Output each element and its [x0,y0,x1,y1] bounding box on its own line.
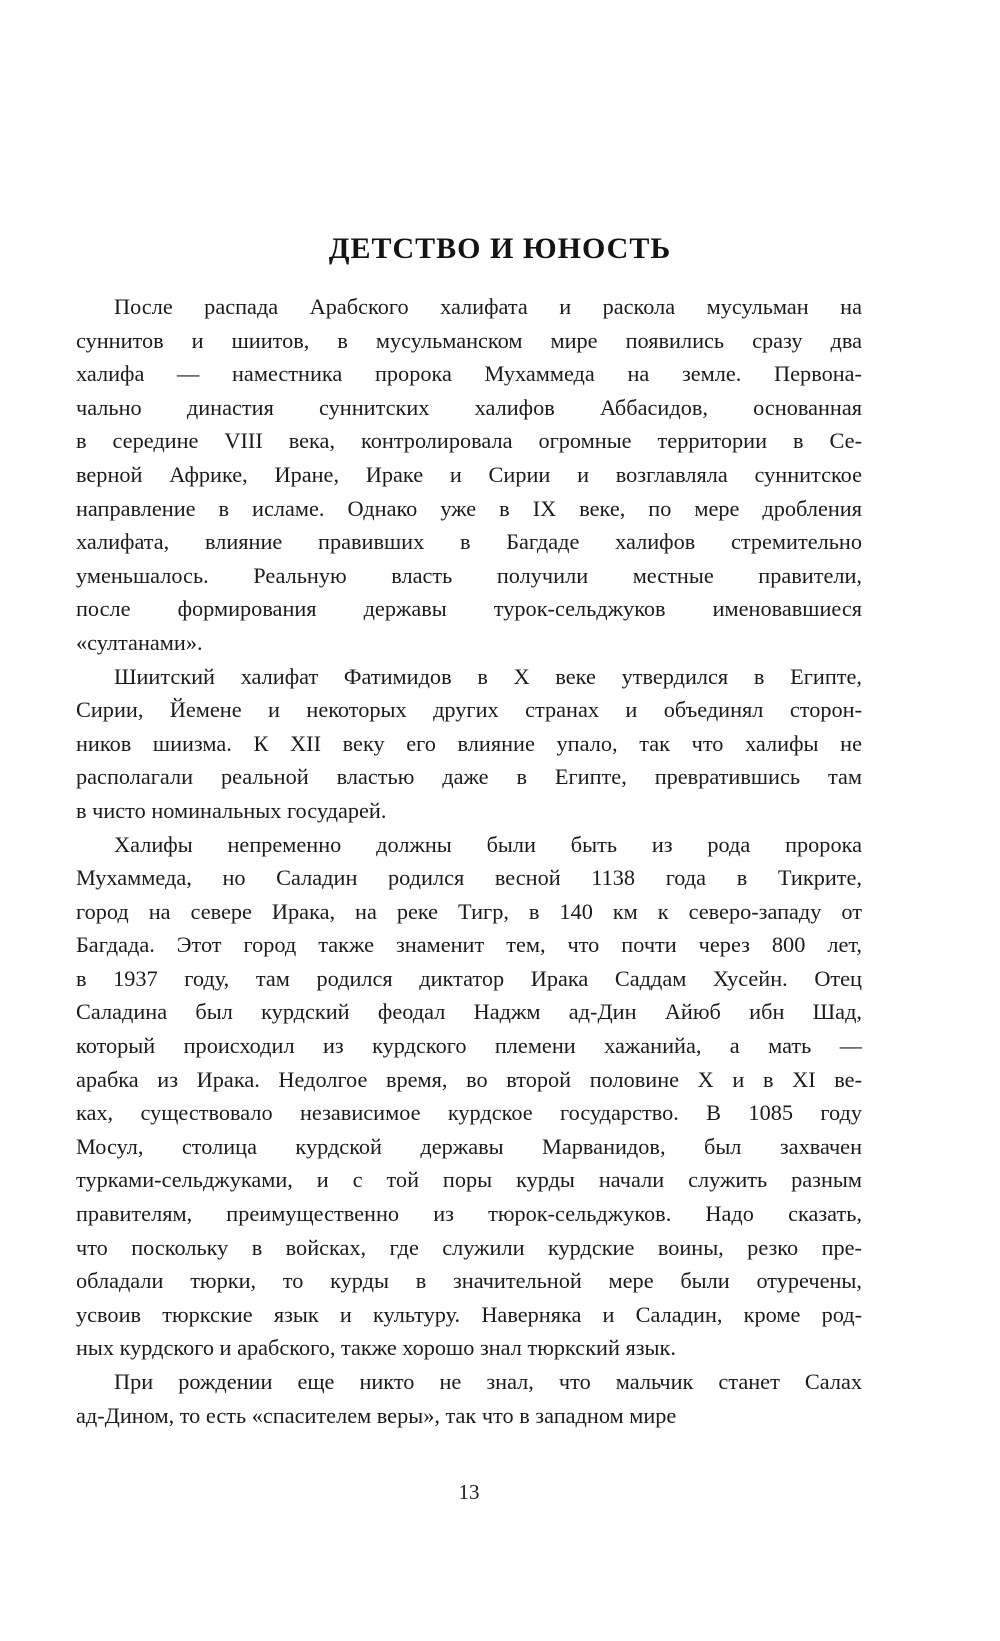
text-line: что поскольку в войсках, где служили курдские воины, резко пре- [76,1234,862,1260]
text-line: ников шиизма. К XII веку его влияние упало, так что халифы не [76,730,862,756]
page-number: 13 [458,1480,480,1504]
text-line: в середине VIII века, контролировала огромные территории в Се- [76,428,862,454]
text-line: суннитов и шиитов, в мусульманском мире появились сразу два [76,327,862,353]
text-line: уменьшалось. Реальную власть получили местные правители, [76,562,862,588]
paragraph [76,1365,862,1432]
text-line: который происходил из курдского племени хажанийа, а мать — [76,1033,862,1059]
text-line: Мухаммеда, но Саладин родился весной 1138 года в Тикрите, [76,865,862,891]
chapter-title: ДЕТСТВО И ЮНОСТЬ [328,232,672,265]
paragraph [76,290,862,660]
text-line: «султанами». [76,629,203,655]
paragraph [76,828,862,1366]
paragraph [76,660,862,828]
text-line: Сирии, Йемене и некоторых других странах и объединял сторон- [76,697,862,723]
text-line: располагали реальной властью даже в Египте, превратившись там [76,764,862,790]
text-line: халифа — наместника пророка Мухаммеда на земле. Первона- [76,361,862,387]
text-line: арабка из Ирака. Недолгое время, во второй половине X и в XI ве- [76,1066,862,1092]
text-line: обладали тюрки, то курды в значительной мере были отуречены, [76,1268,862,1294]
text-line: после формирования державы турок-сельджуков именовавшиеся [76,596,862,622]
text-line: чально династия суннитских халифов Аббасидов, основанная [76,394,862,420]
text-line: в чисто номинальных государей. [76,797,387,823]
text-line: Багдада. Этот город также знаменит тем, что почти через 800 лет, [76,932,862,958]
text-line: направление в исламе. Однако уже в IX веке, по мере дробления [76,495,862,521]
body-text [76,290,862,1432]
text-line: Шиитский халифат Фатимидов в X веке утвердился в Египте, [114,663,862,689]
text-line: халифата, влияние правивших в Багдаде халифов стремительно [76,529,862,555]
text-line: правителям, преимущественно из тюрок-сельджуков. Надо сказать, [76,1201,862,1227]
text-line: Мосул, столица курдской державы Марванидов, был захвачен [76,1133,862,1159]
text-line: ках, существовало независимое курдское государство. В 1085 году [76,1100,862,1126]
text-line: ад-Дином, то есть «спасителем веры», так что в западном мире [76,1402,677,1428]
text-line: в 1937 году, там родился диктатор Ирака Саддам Хусейн. Отец [76,965,862,991]
text-line: турками-сельджуками, и с той поры курды начали служить разным [76,1167,862,1193]
text-line: При рождении еще никто не знал, что мальчик станет Салах [114,1369,862,1394]
text-line: Халифы непременно должны были быть из рода пророка [114,831,862,857]
text-line: После распада Арабского халифата и раскола мусульман на [114,294,862,319]
text-line: Саладина был курдский феодал Наджм ад-Дин Айюб ибн Шад, [76,999,862,1025]
text-line: усвоив тюркские язык и культуру. Наверняка и Саладин, кроме род- [76,1301,862,1327]
text-line: верной Африке, Иране, Ираке и Сирии и возглавляла суннитское [76,461,862,487]
text-line: ных курдского и арабского, также хорошо знал тюркский язык. [76,1335,676,1361]
text-line: город на севере Ирака, на реке Тигр, в 140 км к северо-западу от [76,898,862,924]
